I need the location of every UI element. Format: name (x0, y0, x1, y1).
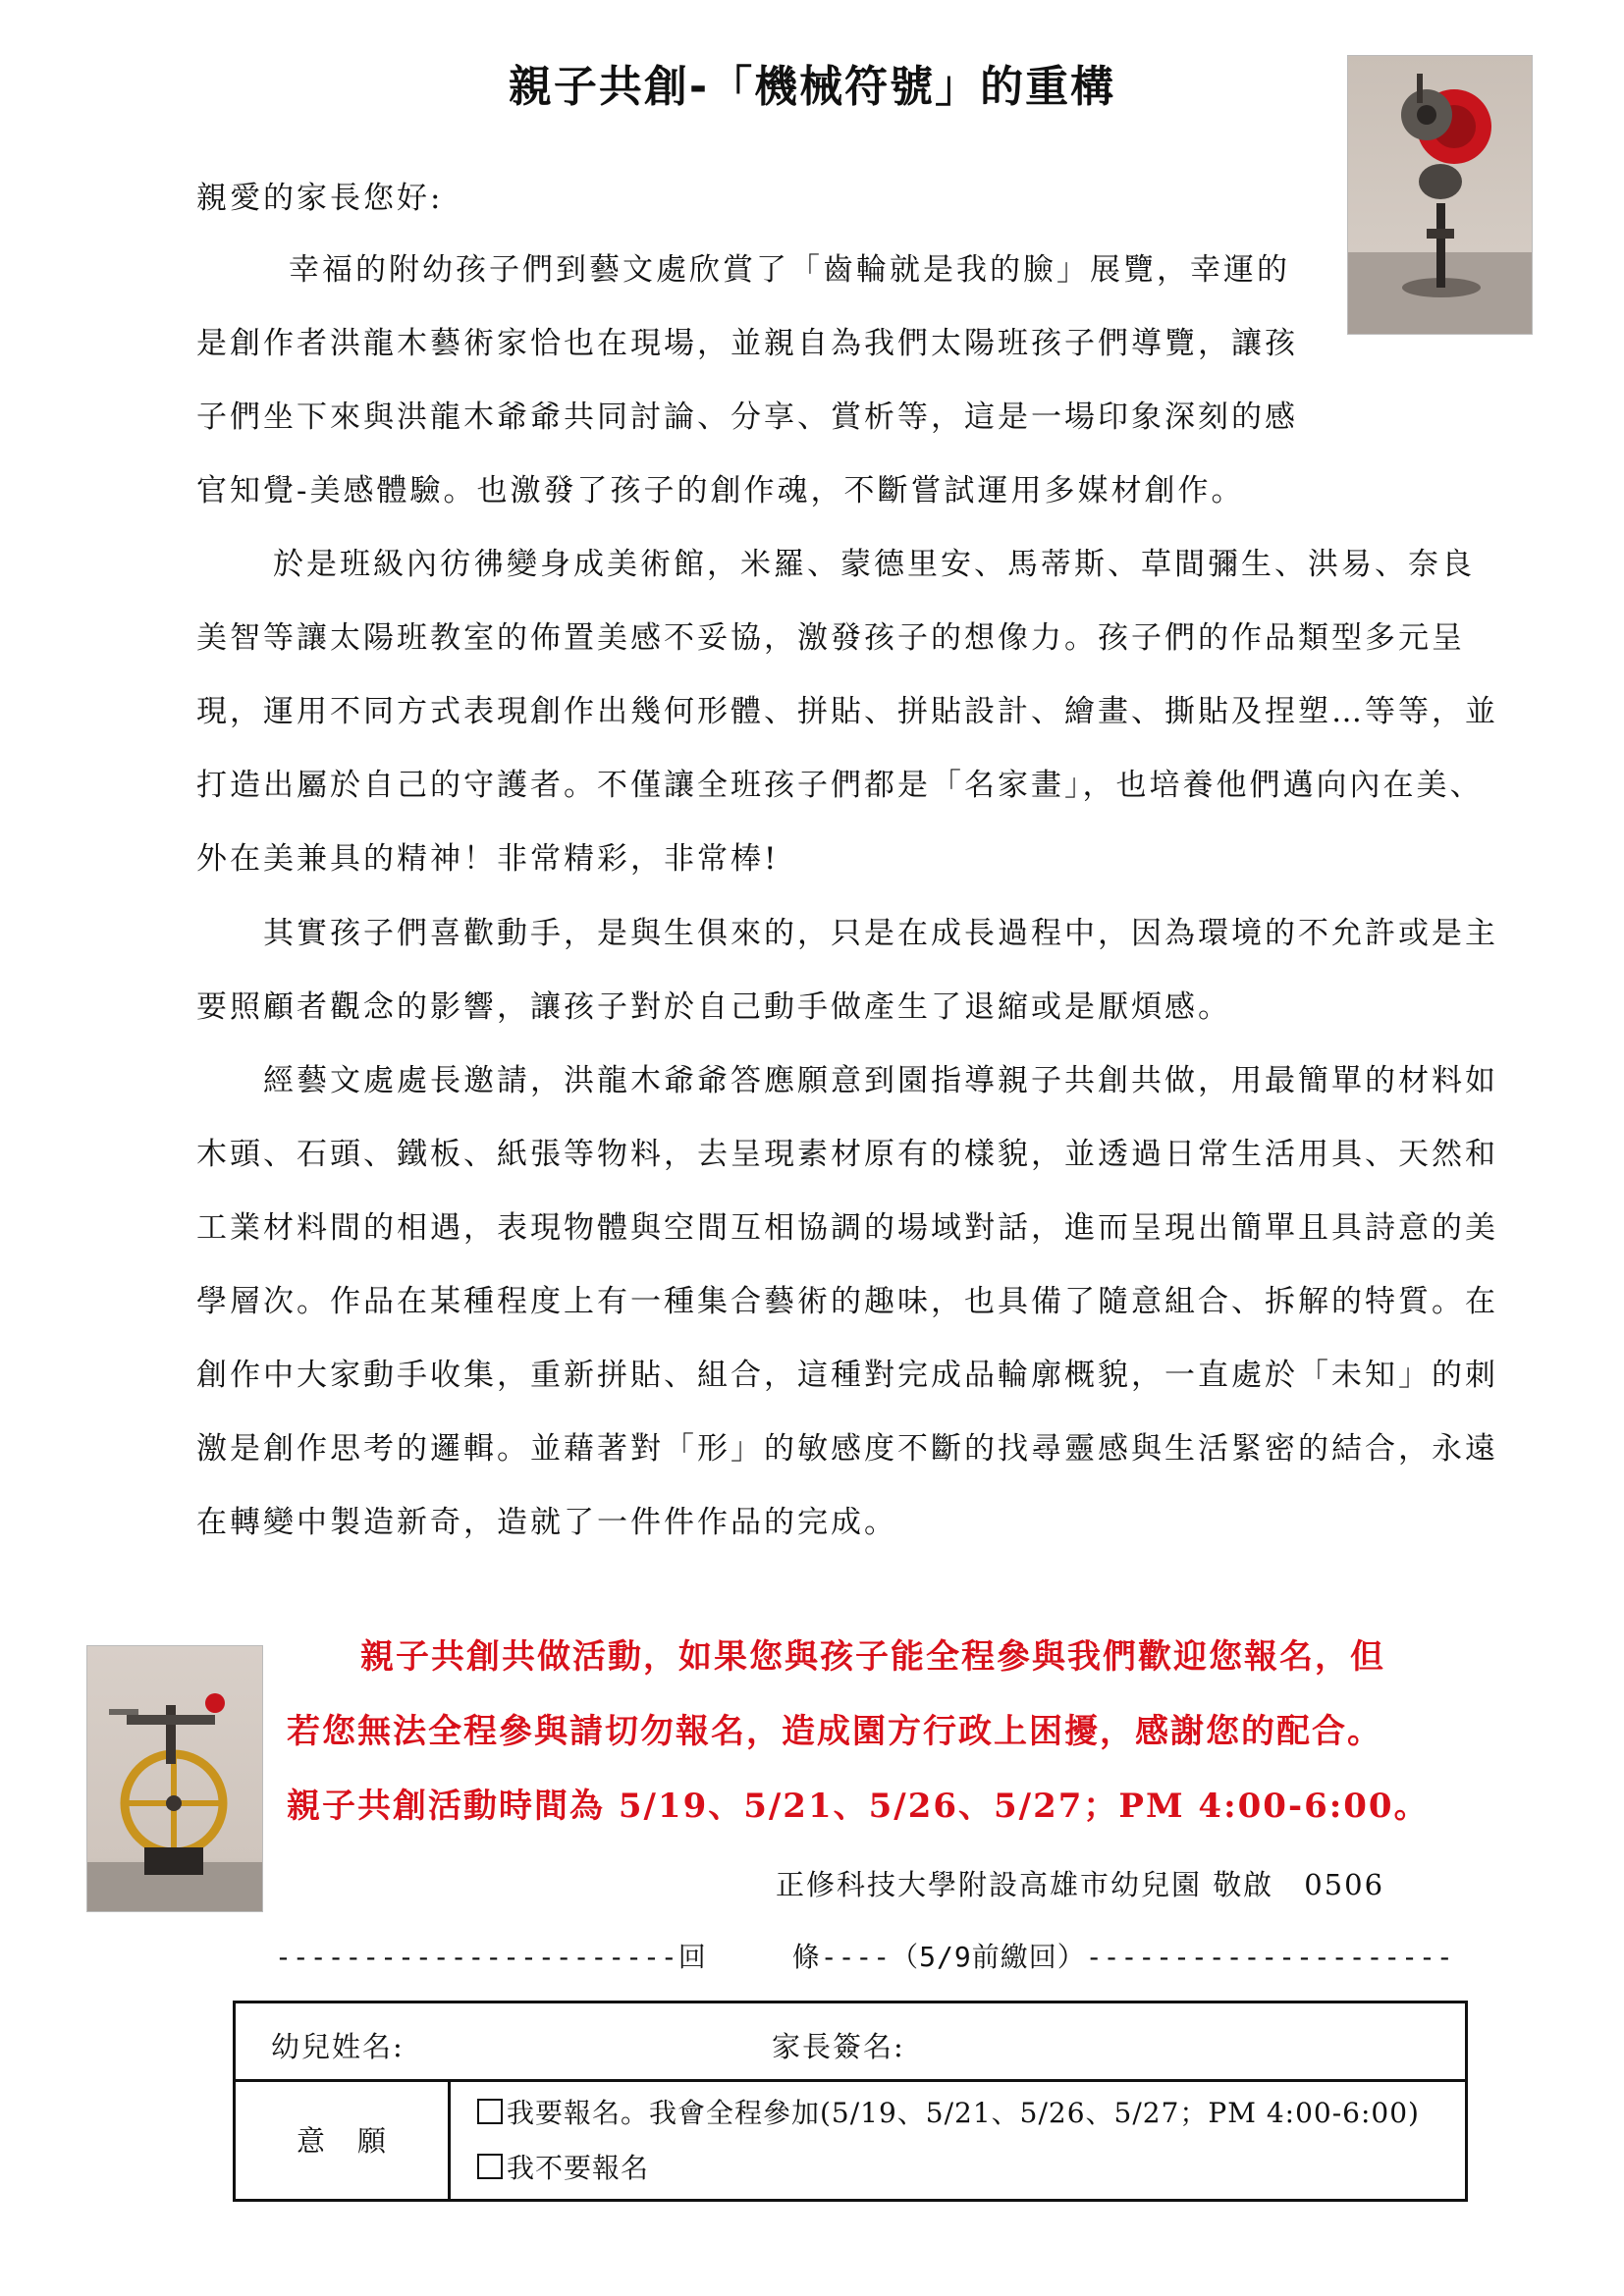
option-not-register[interactable] (477, 2147, 649, 2186)
parent-signature-field[interactable]: 家長簽名: (772, 2030, 905, 2063)
form-row-names (236, 2003, 1465, 2082)
not-register-checkbox[interactable] (477, 2154, 503, 2179)
registration-notice (287, 1620, 1494, 1843)
greeting: 親愛的家長您好: (196, 181, 444, 216)
paragraph-1: 幸福的附幼孩子們到藝文處欣賞了「齒輪就是我的臉」展覽，幸運的是創作者洪龍木藝術家恰也在現場，並親自為我們太陽班孩子們導覽，讓孩子們坐下來與洪龍木爺爺共同討論、分享、賞析等，這是一場印象深刻的感官知覺-美感體驗。也激發了孩子的創作魂，不斷嘗試運用多媒材創作。 (196, 252, 1298, 508)
form-divider (448, 2082, 451, 2199)
form-row-intent (236, 2082, 1465, 2199)
paragraph-2: 於是班級內彷彿變身成美術館，米羅、蒙德里安、馬蒂斯、草間彌生、洪易、奈良美智等讓太陽班教室的佈置美感不妥協，激發孩子的想像力。孩子們的作品類型多元呈現，運用不同方式表現創作出幾何形體、拼貼、拼貼設計、繪畫、撕貼及捏塑…等等，並打造出屬於自己的守護者。不僅讓全班孩子們都是「名家畫」，也培養他們邁向內在美、外在美兼具的精神！非常精彩，非常棒! (196, 547, 1498, 877)
reply-form (233, 2001, 1468, 2202)
register-checkbox[interactable] (477, 2099, 503, 2124)
option-register-label: 我要報名。我會全程參加(5/19、5/21、5/26、5/27；PM 4:00-6:00) (507, 2097, 1420, 2129)
option-not-register-label: 我不要報名 (507, 2152, 650, 2184)
option-register[interactable] (477, 2092, 1420, 2131)
signoff: 正修科技大學附設高雄市幼兒園 敬啟 0506 (776, 1868, 1385, 1901)
intent-label: 意 願 (297, 2124, 389, 2158)
page-title: 親子共創-「機械符號」的重構 (508, 62, 1116, 112)
notice-line-1: 親子共創共做活動，如果您與孩子能全程參與我們歡迎您報名，但 (360, 1637, 1385, 1677)
wheel-sculpture-illustration (87, 1646, 262, 1911)
paragraph-4: 經藝文處處長邀請，洪龍木爺爺答應願意到園指導親子共創共做，用最簡單的材料如木頭、石頭、鐵板、紙張等物料，去呈現素材原有的樣貌，並透過日常生活用具、天然和工業材料間的相遇，表現物體與空間互相協調的場域對話，進而呈現出簡單且具詩意的美學層次。作品在某種程度上有一種集合藝術的趣味，也具備了隨意組合、拆解的特質。在創作中大家動手收集，重新拼貼、組合，這種對完成品輪廓概貌，一直處於「未知」的刺激是創作思考的邏輯。並藉著對「形」的敏感度不斷的找尋靈感與生活緊密的結合，永遠在轉變中製造新奇，造就了一件件作品的完成。 (196, 1063, 1498, 1540)
notice-line-2: 若您無法全程參與請切勿報名，造成園方行政上困擾，感謝您的配合。 (287, 1712, 1382, 1751)
cut-line: -----------------------回 條----（5/9前繳回）--------------------- (275, 1941, 1454, 1973)
child-name-field[interactable]: 幼兒姓名: (271, 2030, 405, 2063)
notice-line-3: 親子共創活動時間為 5/19、5/21、5/26、5/27；PM 4:00-6:00。 (287, 1787, 1430, 1826)
paragraph-3: 其實孩子們喜歡動手，是與生俱來的，只是在成長過程中，因為環境的不允許或是主要照顧者觀念的影響，讓孩子對於自己動手做產生了退縮或是厭煩感。 (196, 916, 1498, 1025)
sculpture-photo-bottom (86, 1645, 263, 1912)
